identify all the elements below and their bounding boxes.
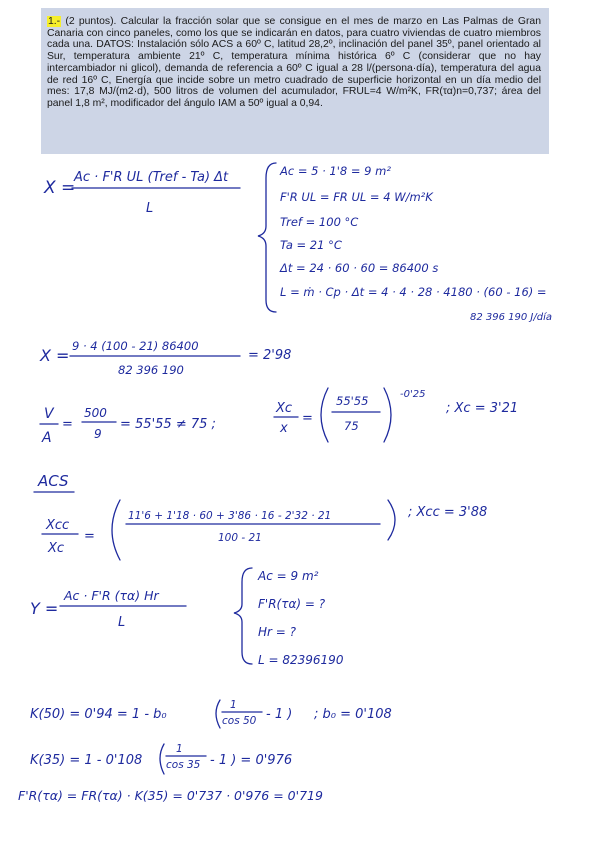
data1-dt: Δt = 24 · 60 · 60 = 86400 s xyxy=(280,261,439,275)
xc-lhs-numerator: Xc xyxy=(276,401,293,416)
data1-l-value: 82 396 190 J/día xyxy=(470,312,553,323)
data1-ac: Ac = 5 · 1'8 = 9 m² xyxy=(280,164,391,178)
data1-tref: Tref = 100 °C xyxy=(280,215,359,229)
xc-paren-right xyxy=(384,388,391,442)
va-frac-numerator: 500 xyxy=(84,406,107,420)
data2-l: L = 82396190 xyxy=(258,653,344,667)
k50-frac-denominator: cos 50 xyxy=(222,715,257,727)
x-formula-denominator: L xyxy=(146,201,154,216)
k50-paren-left xyxy=(216,700,220,728)
x-calc-result: = 2'98 xyxy=(248,348,292,363)
data1-frul: F'R UL = FR UL = 4 W/m²K xyxy=(280,190,433,204)
xcc-lhs-numerator: Xcc xyxy=(46,518,70,533)
xcc-numerator: 11'6 + 1'18 · 60 + 3'86 · 16 - 2'32 · 21 xyxy=(128,510,332,522)
xcc-paren-right xyxy=(388,500,395,540)
va-result: = 55'55 ≠ 75 ; xyxy=(120,417,216,432)
b0-value: ; b₀ = 0'108 xyxy=(314,707,392,722)
va-frac-denominator: 9 xyxy=(94,427,102,441)
k35-tail: - 1 ) = 0'976 xyxy=(210,753,293,768)
xc-frac-denominator: 75 xyxy=(344,419,359,433)
k35-frac-denominator: cos 35 xyxy=(166,759,201,771)
data-brace-2 xyxy=(234,568,252,664)
data1-l: L = ṁ · Cp · Δt = 4 · 4 · 28 · 4180 · (60 - 16) = xyxy=(280,285,547,299)
xcc-result: ; Xcc = 3'88 xyxy=(408,505,488,520)
k50-frac-numerator: 1 xyxy=(230,699,237,711)
data-brace-1 xyxy=(258,163,276,312)
problem-text: (2 puntos). Calcular la fracción solar que se consigue en el mes de marzo en Las Palmas de Gran Canaria con cinco paneles, como los que se indicarán en datos, para cuatro viviendas de cuatro miembros cada una. DATOS: Instalación sólo ACS a 60º C, latitud 28,2º, inclinación del panel 35º, panel orientado al Sur, temperatura ambiente 21º C, temperatura mínima histórica 6º C (considerar que no hay intercambiador ni glicol), demanda de referencia a 60º C igual a 28 l/(persona·día), temperatura del agua de red 16º C, Energía que incide sobre un metro cuadrado de superficie horizontal en un día medio del mes: 17,8 MJ/(m2·d), 500 litros de volumen del acumulador, FRUL=4 W/m²K, FR(τα)n=0,737; área del panel 1,8 m², modificador del ángulo IAM a 50º igual a 0,94. xyxy=(47,16,541,109)
xc-equals: = xyxy=(302,411,313,426)
va-equals: = xyxy=(62,417,73,432)
xc-lhs-denominator: x xyxy=(280,421,288,436)
va-lhs-denominator: A xyxy=(42,430,52,446)
data2-hr: Hr = ? xyxy=(258,625,297,639)
fr-tau-alpha-line: F'R(τα) = FR(τα) · K(35) = 0'737 · 0'976 = 0'719 xyxy=(18,788,323,803)
y-formula-denominator: L xyxy=(118,615,126,630)
x-formula-numerator: Ac · F'R UL (Tref - Ta) Δt xyxy=(74,170,229,185)
k50-line: K(50) = 0'94 = 1 - b₀ xyxy=(30,707,167,722)
xc-frac-numerator: 55'55 xyxy=(336,394,369,408)
k35-paren-left xyxy=(160,744,164,774)
data2-frta: F'R(τα) = ? xyxy=(258,597,326,611)
acs-label: ACS xyxy=(38,472,69,490)
xc-result: ; Xc = 3'21 xyxy=(446,401,519,416)
y-formula-numerator: Ac · F'R (τα) Hr xyxy=(64,588,159,603)
xcc-equals: = xyxy=(84,529,95,544)
k50-tail: - 1 ) xyxy=(266,707,293,722)
xc-paren-left xyxy=(321,388,328,442)
x-calc-denominator: 82 396 190 xyxy=(118,363,184,377)
x-calc-numerator: 9 · 4 (100 - 21) 86400 xyxy=(72,339,199,353)
xcc-lhs-denominator: Xc xyxy=(48,541,65,556)
va-lhs-numerator: V xyxy=(44,406,54,422)
x-calc-lhs: X = xyxy=(40,346,70,365)
k35-line: K(35) = 1 - 0'108 xyxy=(30,753,143,768)
xcc-denominator: 100 - 21 xyxy=(218,532,262,544)
k35-frac-numerator: 1 xyxy=(176,743,183,755)
x-formula-lhs: X = xyxy=(44,178,76,198)
problem-number: 1.- xyxy=(48,16,61,27)
y-formula-lhs: Y = xyxy=(30,599,59,618)
data2-ac: Ac = 9 m² xyxy=(258,569,319,583)
xc-exponent: -0'25 xyxy=(400,389,426,400)
xcc-paren-left xyxy=(112,500,120,560)
data1-ta: Ta = 21 °C xyxy=(280,238,342,252)
